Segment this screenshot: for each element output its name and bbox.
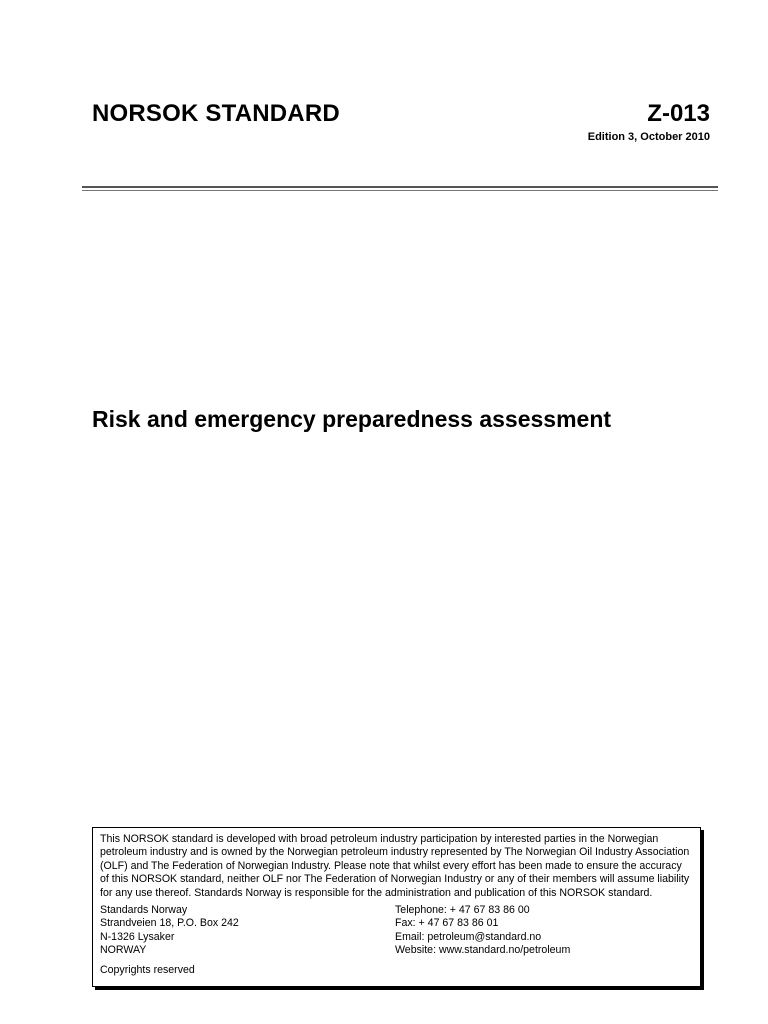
address-line: Standards Norway (100, 904, 188, 917)
website-line: Website: www.standard.no/petroleum (395, 944, 571, 957)
contact-block (100, 904, 693, 958)
address-line: N-1326 Lysaker (100, 930, 175, 943)
notice-box (92, 827, 701, 987)
email-line: Email: petroleum@standard.no (395, 930, 542, 943)
standard-series-title: NORSOK STANDARD (92, 100, 340, 127)
notice-text: This NORSOK standard is developed with broad petroleum industry participation by interested parties in the Norwegian petroleum industry and is owned by the Norwegian petroleum industry represented by The Norwegian Oil Industry Association (OLF) and The Federation of Norwegian Industry. Please note that whilst every effort has been made to ensure the accuracy of this NORSOK standard, neither OLF nor The Federation of Norwegian Industry or any of their members will assume liability for any use thereof. Standards Norway is responsible for the administration and publication of this NORSOK standard. (100, 833, 690, 899)
header-rule-thin (82, 190, 718, 191)
copyright-note: Copyrights reserved (100, 963, 195, 976)
telephone-line: Telephone: + 47 67 83 86 00 (395, 904, 530, 917)
edition-label: Edition 3, October 2010 (587, 131, 710, 143)
address-line: Strandveien 18, P.O. Box 242 (100, 917, 239, 930)
fax-line: Fax: + 47 67 83 86 01 (395, 917, 499, 930)
address-line: NORWAY (100, 944, 147, 957)
header-rule-thick (82, 186, 718, 188)
document-title: Risk and emergency preparedness assessment (92, 406, 612, 432)
standard-code: Z-013 (647, 100, 710, 127)
